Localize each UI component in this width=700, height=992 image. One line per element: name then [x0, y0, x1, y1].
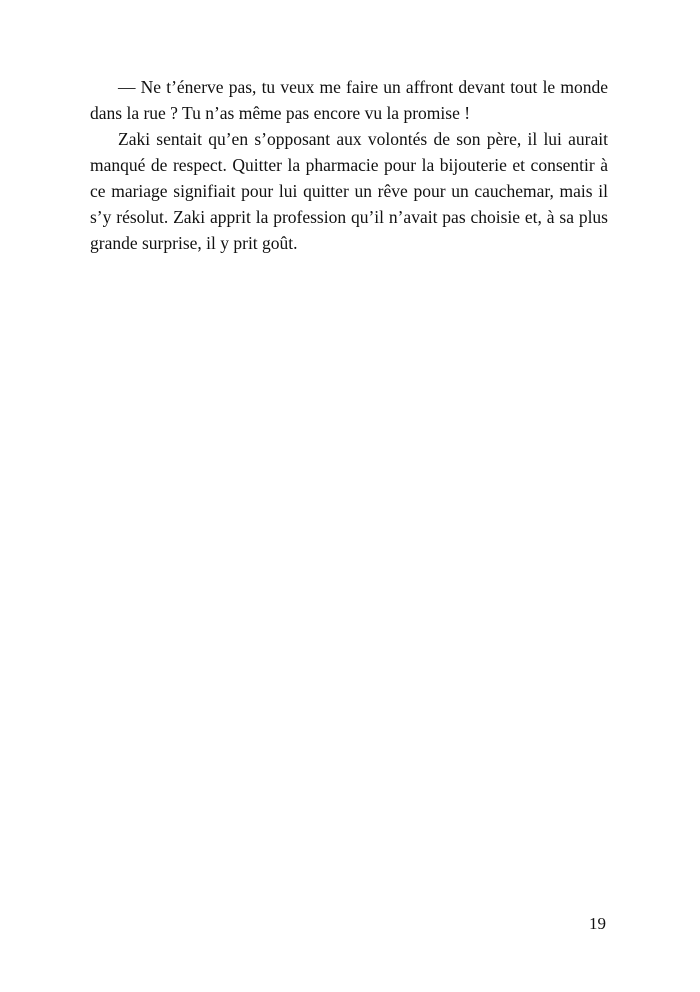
- narrative-paragraph: Zaki sentait qu’en s’opposant aux volontés de son père, il lui aurait manqué de respect. Quitter la pharmacie pour la bijouterie et consentir à ce mariage signifiait pour lui quitter un rêve pour un cauchemar, mais il s’y résolut. Zaki apprit la profession qu’il n’avait pas choisie et, à sa plus grande surprise, il y prit goût.: [90, 129, 608, 253]
- page-number: 19: [589, 914, 606, 933]
- body-text: [90, 74, 608, 256]
- dialogue-paragraph: — Ne t’énerve pas, tu veux me faire un affront devant tout le monde dans la rue ? Tu n’as même pas encore vu la promise !: [90, 77, 608, 123]
